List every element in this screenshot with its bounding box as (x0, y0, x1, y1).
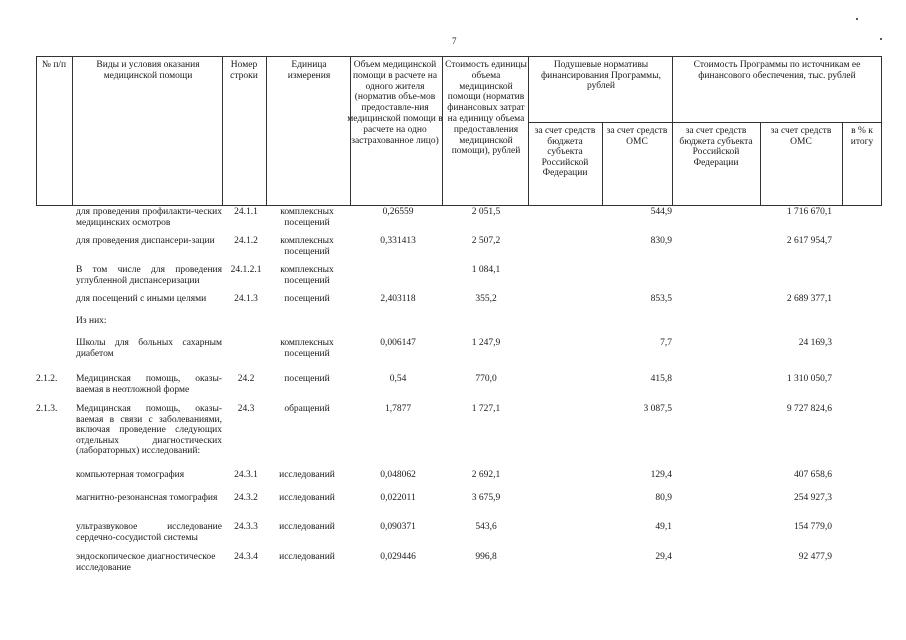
row-cost-oms: 92 477,9 (798, 552, 832, 562)
row-name: Из них: (76, 316, 107, 326)
row-volume: 0,26559 (382, 207, 414, 217)
header-volume: Объем медицинской помощи в расчете на одного жителя (норматив объе-мов предоставле-ния медицинской помощи в расчете на одно застрахованное лицо) (347, 60, 443, 146)
row-cost-oms: 407 658,6 (794, 470, 832, 480)
row-volume: 0,029446 (380, 552, 416, 562)
row-name: ультразвуковое исследование сердечно-сосудистой системы (76, 522, 222, 543)
row-volume: 0,090371 (380, 522, 416, 532)
row-unit-cost: 1 084,1 (471, 265, 501, 275)
row-cost-oms: 254 927,3 (794, 493, 832, 503)
row-unit: комплексных посещений (280, 236, 334, 257)
row-unit-cost: 3 675,9 (471, 493, 501, 503)
row-unit: посещений (284, 374, 330, 384)
page-number: 7 (452, 36, 457, 46)
scan-speck (856, 18, 858, 20)
header-per-capita-budget: за счет средств бюджета субъекта Российской Федерации (534, 126, 596, 178)
row-name: компьютерная томография (76, 470, 185, 480)
row-name: эндоскопическое диагностическое исследование (76, 552, 216, 573)
table-header (36, 56, 882, 206)
row-line: 24.1.3 (234, 294, 258, 304)
header-unit: Единица измерения (287, 60, 331, 81)
header-line: Номер строки (230, 60, 258, 81)
row-norm-oms: 49,1 (655, 522, 672, 532)
row-cost-oms: 154 779,0 (794, 522, 832, 532)
row-cost-oms: 1 310 050,7 (786, 374, 832, 384)
row-unit-cost: 355,2 (475, 294, 497, 304)
row-number: 2.1.2. (36, 374, 58, 384)
row-number: 2.1.3. (36, 404, 58, 414)
row-line: 24.3.1 (234, 470, 258, 480)
row-unit-cost: 1 247,9 (471, 338, 501, 348)
row-volume: 0,048062 (380, 470, 416, 480)
row-unit-cost: 996,8 (475, 552, 497, 562)
row-name: для посещений с иными целями (76, 294, 207, 304)
row-volume: 1,7877 (384, 404, 412, 414)
row-name: Медицинская помощь, оказы-ваемая в связи с заболеваниями, включая проведение следующих отдельных диагностических (лабораторных) исследований: (76, 404, 222, 456)
row-cost-oms: 1 716 670,1 (786, 207, 832, 217)
row-unit-cost: 1 727,1 (471, 404, 501, 414)
row-norm-oms: 80,9 (655, 493, 672, 503)
row-volume: 0,331413 (380, 236, 416, 246)
row-unit: комплексных посещений (280, 338, 334, 359)
row-name: для проведения профилакти-ческих медицинских осмотров (76, 207, 222, 228)
row-name: магнитно-резонансная томография (76, 493, 218, 503)
header-types: Виды и условия оказания медицинской помощи (96, 60, 200, 81)
row-unit: обращений (284, 404, 330, 414)
header-program-oms: за счет средств ОМС (770, 126, 832, 147)
row-cost-oms: 2 689 377,1 (786, 294, 832, 304)
row-unit: исследований (279, 470, 335, 480)
row-name: Медицинская помощь, оказы-ваемая в неотложной форме (76, 374, 222, 395)
row-unit: исследований (279, 522, 335, 532)
row-cost-oms: 24 169,3 (798, 338, 832, 348)
row-norm-oms: 544,9 (650, 207, 672, 217)
header-number: № п/п (41, 60, 67, 70)
row-norm-oms: 415,8 (650, 374, 672, 384)
row-cost-oms: 2 617 954,7 (786, 236, 832, 246)
header-per-capita: Подушевые нормативы финансирования Программы, рублей (541, 60, 661, 91)
row-name: Школы для больных сахарным диабетом (76, 338, 222, 359)
row-norm-oms: 853,5 (650, 294, 672, 304)
scan-speck (880, 38, 882, 40)
row-norm-oms: 3 087,5 (643, 404, 672, 414)
row-line: 24.3 (237, 404, 255, 414)
row-volume: 0,006147 (380, 338, 416, 348)
row-unit-cost: 2 507,2 (471, 236, 501, 246)
row-volume: 2,403118 (380, 294, 416, 304)
row-line: 24.3.3 (234, 522, 258, 532)
row-unit-cost: 543,6 (475, 522, 497, 532)
header-program-budget: за счет средств бюджета субъекта Российской Федерации (679, 126, 753, 168)
row-unit: посещений (284, 294, 330, 304)
header-per-capita-oms: за счет средств ОМС (606, 126, 668, 147)
row-cost-oms: 9 727 824,6 (786, 404, 832, 414)
row-norm-oms: 129,4 (650, 470, 672, 480)
row-name: В том числе для проведения углубленной диспансеризации (76, 265, 222, 286)
row-unit-cost: 770,0 (475, 374, 497, 384)
row-unit: исследований (279, 493, 335, 503)
row-unit: комплексных посещений (280, 207, 334, 228)
row-norm-oms: 830,9 (650, 236, 672, 246)
row-unit-cost: 2 051,5 (471, 207, 501, 217)
row-unit-cost: 2 692,1 (471, 470, 501, 480)
row-line: 24.3.2 (234, 493, 258, 503)
row-line: 24.2 (237, 374, 255, 384)
row-line: 24.1.2.1 (230, 265, 262, 275)
header-program-cost: Стоимость Программы по источникам ее финансового обеспечения, тыс. рублей (693, 60, 861, 81)
row-norm-oms: 7,7 (660, 338, 672, 348)
row-norm-oms: 29,4 (655, 552, 672, 562)
row-line: 24.3.4 (234, 552, 258, 562)
row-name: для проведения диспансери-зации (76, 236, 215, 246)
header-program-pct: в % к итогу (850, 126, 874, 147)
row-line: 24.1.2 (234, 236, 258, 246)
row-unit: комплексных посещений (280, 265, 334, 286)
row-volume: 0,54 (389, 374, 407, 384)
row-unit: исследований (279, 552, 335, 562)
header-cost: Стоимость единицы объема медицинской помощи (норматив финансовых затрат на единицу объема предоставления медицинской помощи), рублей (445, 60, 527, 157)
row-line: 24.1.1 (234, 207, 258, 217)
row-volume: 0,022011 (380, 493, 416, 503)
